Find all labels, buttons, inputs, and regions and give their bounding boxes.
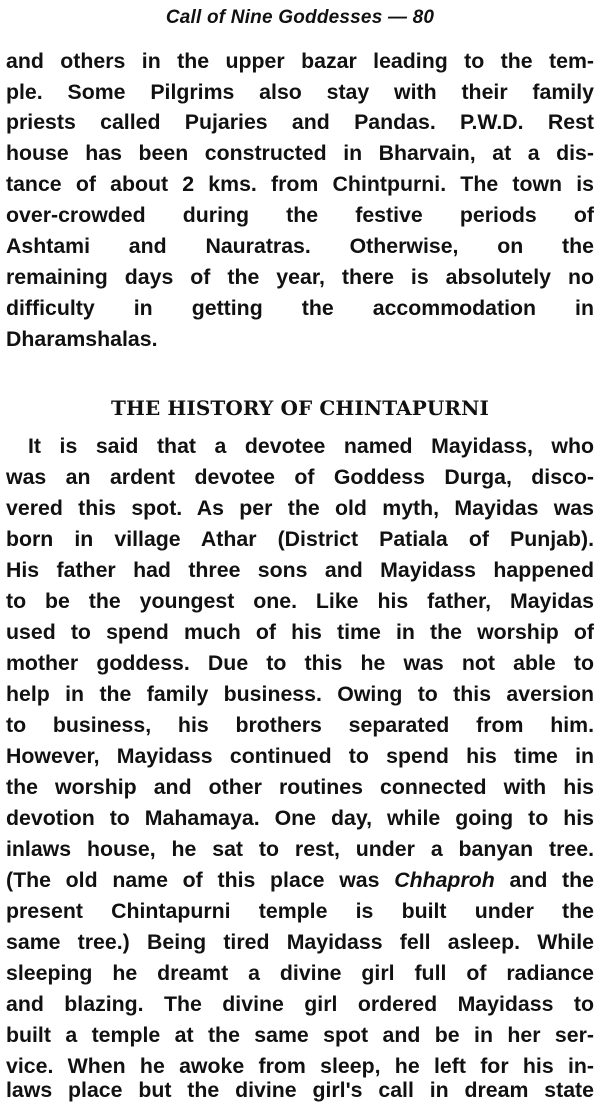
body-text-line: remaining days of the year, there is absolutely no — [6, 265, 594, 289]
body-text-line: used to spend much of his time in the worship of — [6, 620, 594, 644]
body-text-line: the worship and other routines connected with his — [6, 775, 594, 799]
body-text-line: It is said that a devotee named Mayidass, who — [28, 434, 594, 458]
body-text-line: difficulty in getting the accommodation in — [6, 296, 594, 320]
section-heading: THE HISTORY OF CHINTAPURNI — [111, 396, 489, 420]
body-text-line: was an ardent devotee of Goddess Durga, disco- — [6, 465, 594, 489]
body-text-line: inlaws house, he sat to rest, under a banyan tree. — [6, 837, 594, 861]
body-text-line: mother goddess. Due to this he was not able to — [6, 651, 594, 675]
body-text-line: same tree.) Being tired Mayidass fell asleep. While — [6, 930, 594, 954]
italic-place-name: Chhaproh — [394, 868, 495, 892]
body-text-line: tance of about 2 kms. from Chintpurni. The town is — [6, 172, 594, 196]
body-text-line: sleeping he dreamt a divine girl full of radiance — [6, 961, 594, 985]
body-text-line: born in village Athar (District Patiala of Punjab). — [6, 527, 594, 551]
running-header: Call of Nine Goddesses — 80 — [165, 7, 435, 28]
body-text-line: present Chintapurni temple is built under the — [6, 899, 594, 923]
body-text-line: devotion to Mahamaya. One day, while going to his — [6, 806, 594, 830]
body-text-line: Ashtami and Nauratras. Otherwise, on the — [6, 234, 594, 258]
body-text-line-with-italic — [6, 865, 594, 896]
body-text-line: to be the youngest one. Like his father, Mayidas — [6, 589, 594, 613]
body-text-line: built a temple at the same spot and be in her ser- — [6, 1023, 594, 1047]
body-text-line: vice. When he awoke from sleep, he left for his in- — [6, 1054, 594, 1078]
body-text-line: priests called Pujaries and Pandas. P.W.D. Rest — [6, 110, 594, 134]
body-text-line: However, Mayidass continued to spend his time in — [6, 744, 594, 768]
body-text-line: to business, his brothers separated from him. — [6, 713, 594, 737]
body-text-line: house has been constructed in Bharvain, at a dis- — [6, 141, 594, 165]
text-run: and the — [494, 868, 594, 892]
body-text-line: and blazing. The divine girl ordered Mayidass to — [6, 992, 594, 1016]
body-text-line: and others in the upper bazar leading to the tem- — [6, 49, 594, 73]
body-text-line: His father had three sons and Mayidass happened — [6, 558, 594, 582]
body-text-line: over-crowded during the festive periods of — [6, 203, 594, 227]
text-run: (The old name of this place was — [6, 868, 395, 892]
body-text-line: ple. Some Pilgrims also stay with their family — [6, 80, 594, 104]
body-text-line: help in the family business. Owing to this aversion — [6, 682, 594, 706]
body-text-line: vered this spot. As per the old myth, Mayidas was — [6, 496, 594, 520]
body-text-line: laws place but the divine girl's call in dream state — [6, 1078, 594, 1102]
body-text-line: Dharamshalas. — [6, 327, 158, 351]
